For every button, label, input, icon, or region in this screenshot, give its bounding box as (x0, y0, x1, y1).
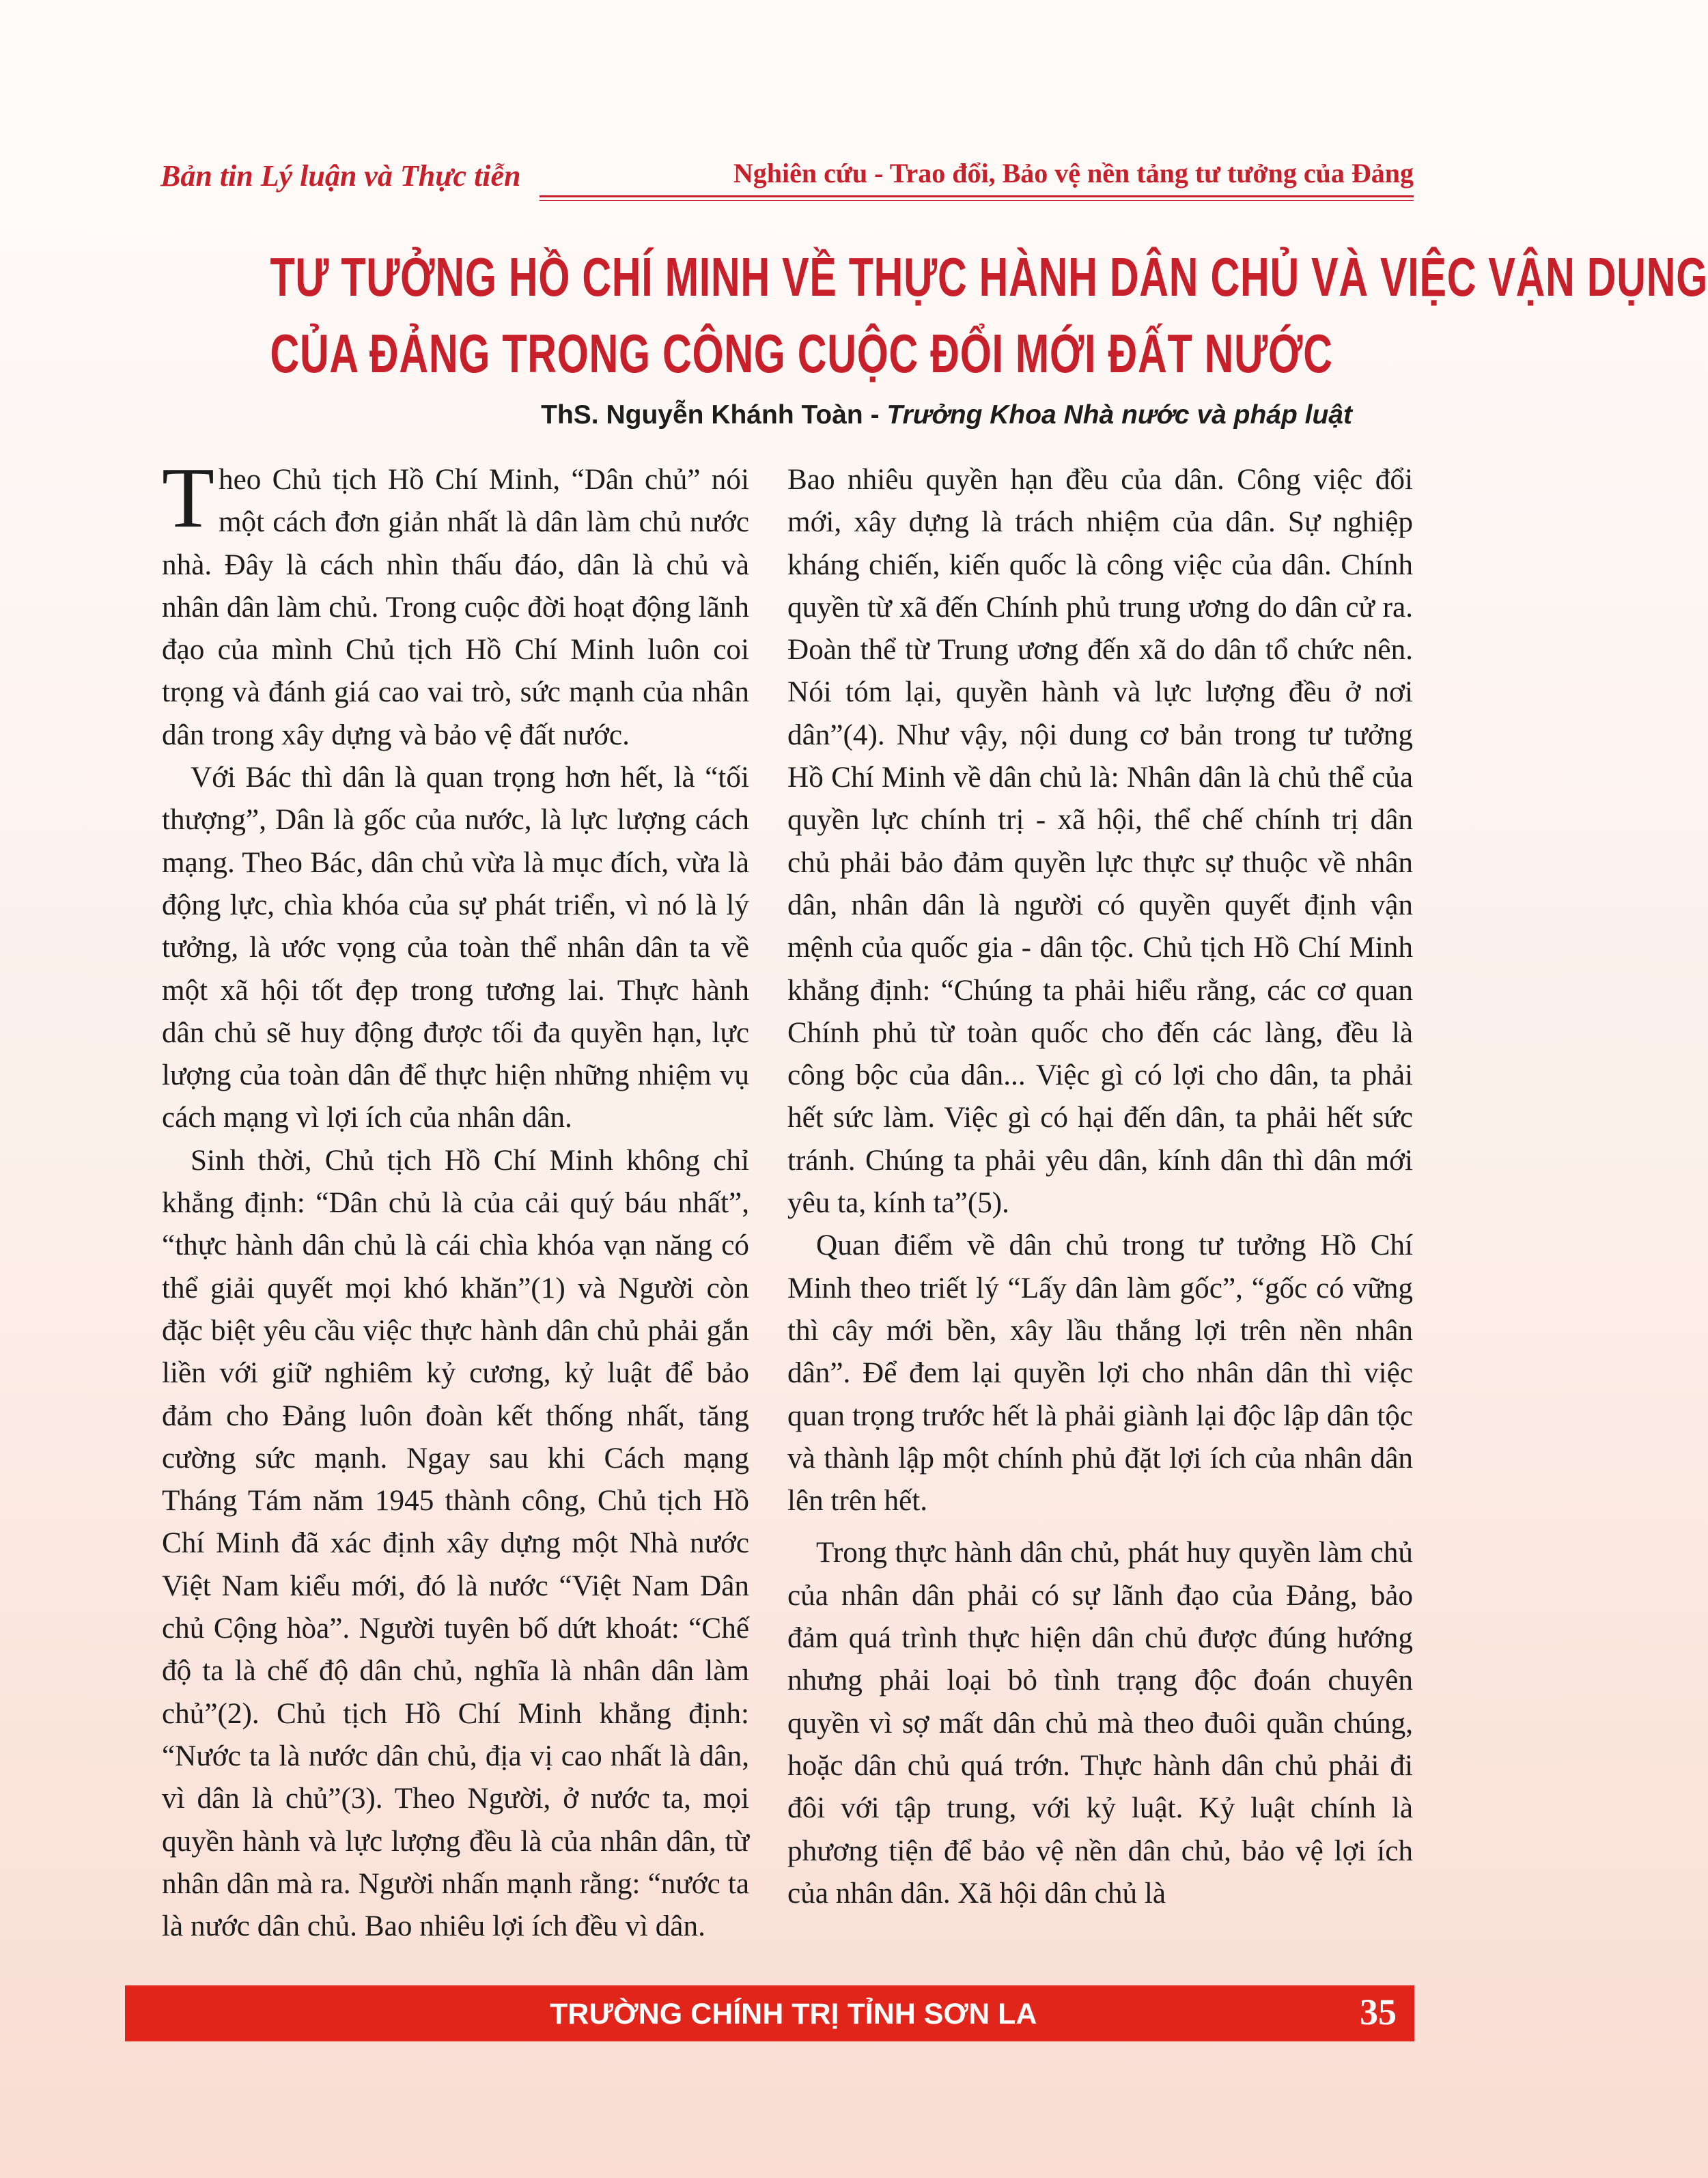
header-divider-thin (540, 200, 1414, 201)
byline-separator: - (870, 400, 887, 430)
header-divider (540, 195, 1414, 197)
byline (541, 400, 1352, 430)
article-title-line-2: CỦA ĐẢNG TRONG CÔNG CUỘC ĐỔI MỚI ĐẤT NƯỚC (270, 323, 1333, 384)
paragraph-3: Sinh thời, Chủ tịch Hồ Chí Minh không chỉ khẳng định: “Dân chủ là của cải quý báu nhất”, “thực hành dân chủ là cái chìa khóa vạn năng có thể giải quyết mọi khó khăn”(1) và Người còn đặc biệt yêu cầu việc thực hành dân chủ phải gắn liền với giữ nghiêm kỷ cương, kỷ luật để bảo đảm cho Đảng luôn đoàn kết thống nhất, tăng cường sức mạnh. Ngay sau khi Cách mạng Tháng Tám năm 1945 thành công, Chủ tịch Hồ Chí Minh đã xác định xây dựng một Nhà nước Việt Nam kiểu mới, đó là nước “Việt Nam Dân chủ Cộng hòa”. Người tuyên bố dứt khoát: “Chế độ ta là chế độ dân chủ, nghĩa là nhân dân làm chủ”(2). Chủ tịch Hồ Chí Minh khẳng định: “Nước ta là nước dân chủ, địa vị cao nhất là dân, vì dân là chủ”(3). Theo Người, ở nước ta, mọi quyền hành và lực lượng đều là của nhân dân, từ nhân dân mà ra. Người nhấn mạnh rằng: “nước ta là nước dân chủ. Bao nhiêu lợi ích đều vì dân. (162, 1144, 749, 1943)
publication-title: Bản tin Lý luận và Thực tiễn (160, 159, 521, 193)
section-title: Nghiên cứu - Trao đổi, Bảo vệ nền tảng tư tưởng của Đảng (733, 158, 1414, 189)
footer-institution: TRƯỜNG CHÍNH TRỊ TỈNH SƠN LA (550, 1998, 1037, 2030)
page-number: 35 (1360, 1992, 1397, 2033)
body-column-left (162, 451, 749, 1968)
paragraph-4: Bao nhiêu quyền hạn đều của dân. Công việc đổi mới, xây dựng là trách nhiệm của dân. Sự nghiệp kháng chiến, kiến quốc là công việc của dân. Chính quyền từ xã đến Chính phủ trung ương do dân cử ra. Đoàn thể từ Trung ương đến xã do dân tổ chức nên. Nói tóm lại, quyền hành và lực lượng đều ở nơi dân”(4). Như vậy, nội dung cơ bản trong tư tưởng Hồ Chí Minh về dân chủ là: Nhân dân là chủ thể của quyền lực chính trị - xã hội, thể chế chính trị dân chủ phải bảo đảm quyền lực thực sự thuộc về nhân dân, nhân dân là người có quyền quyết định vận mệnh của quốc gia - dân tộc. Chủ tịch Hồ Chí Minh khẳng định: “Chúng ta phải hiểu rằng, các cơ quan Chính phủ từ toàn quốc cho đến các làng, đều là công bộc của dân... Việc gì có lợi cho dân, ta phải hết sức làm. Việc gì có hại đến dân, ta phải hết sức tránh. Chúng ta phải yêu dân, kính dân thì dân mới yêu ta, kính ta”(5). (787, 464, 1413, 1220)
body-column-right (787, 459, 1413, 1968)
paragraph-2: Với Bác thì dân là quan trọng hơn hết, là “tối thượng”, Dân là gốc của nước, là lực lượng cách mạng. Theo Bác, dân chủ vừa là mục đích, vừa là động lực, chìa khóa của sự phát triển, vì nó là lý tưởng, là ước vọng của toàn thể nhân dân ta về một xã hội tốt đẹp trong tương lai. Thực hành dân chủ sẽ huy động được tối đa quyền hạn, lực lượng của toàn dân để thực hiện những nhiệm vụ cách mạng vì lợi ích của nhân dân. (162, 762, 749, 1134)
author-name: ThS. Nguyễn Khánh Toàn (541, 400, 863, 430)
article-title-line-1: TƯ TƯỞNG HỒ CHÍ MINH VỀ THỰC HÀNH DÂN CHỦ VÀ VIỆC VẬN DỤNG (270, 247, 1708, 307)
paragraph-5: Quan điểm về dân chủ trong tư tưởng Hồ Chí Minh theo triết lý “Lấy dân làm gốc”, “gốc có vững thì cây mới bền, xây lầu thắng lợi trên nền nhân dân”. Để đem lại quyền lợi cho nhân dân thì việc quan trọng trước hết là phải giành lại độc lập dân tộc và thành lập một chính phủ đặt lợi ích của nhân dân lên trên hết. (787, 1229, 1413, 1518)
author-role: Trưởng Khoa Nhà nước và pháp luật (886, 400, 1352, 430)
paragraph-6: Trong thực hành dân chủ, phát huy quyền làm chủ của nhân dân phải có sự lãnh đạo của Đảng, bảo đảm quá trình thực hiện dân chủ được đúng hướng nhưng phải loại bỏ tình trạng độc đoán chuyên quyền vì sợ mất dân chủ mà theo đuôi quần chúng, hoặc dân chủ quá trớn. Thực hành dân chủ phải đi đôi với tập trung, với kỷ luật. Kỷ luật chính là phương tiện để bảo vệ nền dân chủ, bảo vệ lợi ích của nhân dân. Xã hội dân chủ là (787, 1537, 1413, 1910)
paragraph-1-text: heo Chủ tịch Hồ Chí Minh, “Dân chủ” nói một cách đơn giản nhất là dân làm chủ nước nhà. Đây là cách nhìn thấu đáo, dân là chủ và nhân dân làm chủ. Trong cuộc đời hoạt động lãnh đạo của mình Chủ tịch Hồ Chí Minh luôn coi trọng và đánh giá cao vai trò, sức mạnh của nhân dân trong xây dựng và bảo vệ đất nước. (162, 464, 749, 751)
article-title (270, 239, 1708, 392)
paragraph-1 (162, 451, 749, 757)
drop-cap: T (162, 451, 214, 546)
